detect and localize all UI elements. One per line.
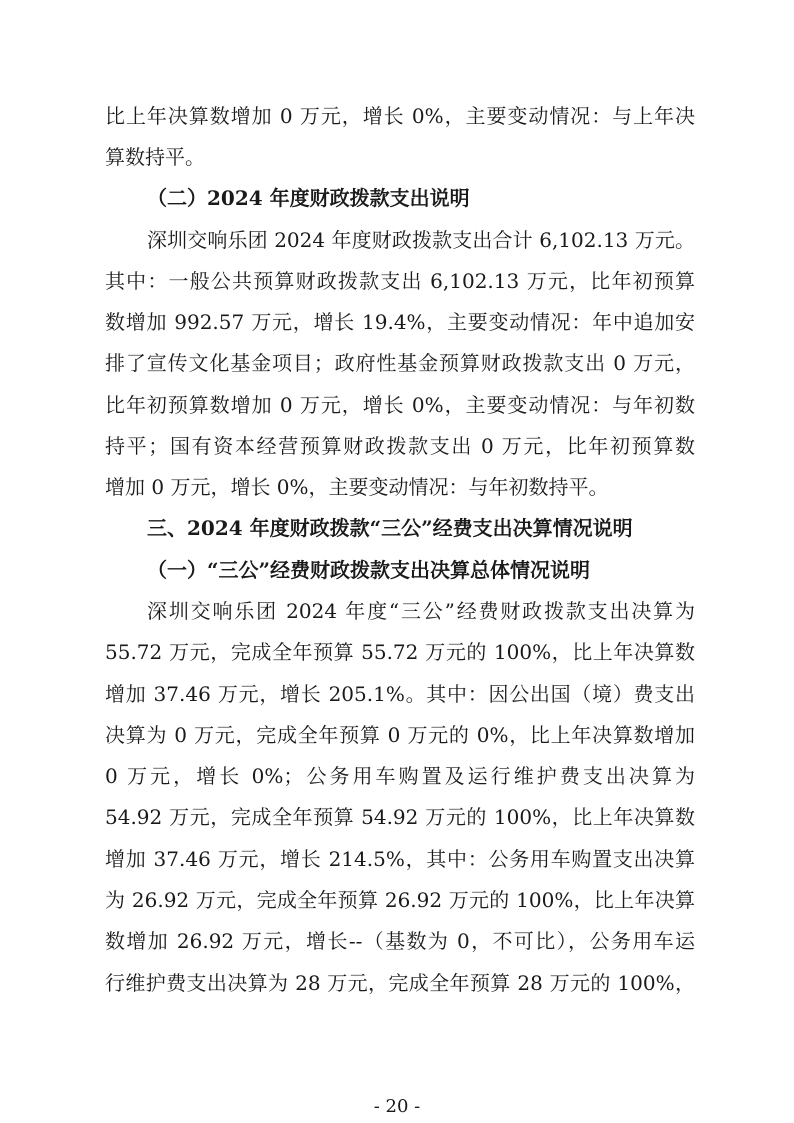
body-line: 增加 37.46 万元，增长 214.5%，其中：公务用车购置支出决算: [105, 847, 695, 871]
body-line: 其中：一般公共预算财政拨款支出 6,102.13 万元，比年初预算: [105, 269, 695, 293]
page-number: - 20 -: [373, 1096, 421, 1117]
body-line: 数增加 992.57 万元，增长 19.4%，主要变动情况：年中追加安: [105, 310, 695, 334]
body-line: 排了宣传文化基金项目；政府性基金预算财政拨款支出 0 万元，: [105, 351, 695, 375]
body-line: 比上年决算数增加 0 万元，增长 0%，主要变动情况：与上年决: [105, 104, 695, 128]
body-line: 增加 0 万元，增长 0%，主要变动情况：与年初数持平。: [105, 475, 609, 499]
body-line: 55.72 万元，完成全年预算 55.72 万元的 100%，比上年决算数: [105, 640, 695, 664]
body-line: 数增加 26.92 万元，增长--（基数为 0，不可比），公务用车运: [105, 929, 695, 953]
body-line: 比年初预算数增加 0 万元，增长 0%，主要变动情况：与年初数: [105, 393, 695, 417]
section-heading: （二）2024 年度财政拨款支出说明: [147, 186, 470, 210]
body-line: 深圳交响乐团 2024 年度“三公”经费财政拨款支出决算为: [147, 599, 695, 623]
body-line: 为 26.92 万元，完成全年预算 26.92 万元的 100%，比上年决算: [105, 888, 695, 912]
body-line: 决算为 0 万元，完成全年预算 0 万元的 0%，比上年决算数增加: [105, 723, 695, 747]
body-line: 持平；国有资本经营预算财政拨款支出 0 万元，比年初预算数: [105, 434, 695, 458]
body-line: 0 万元，增长 0%；公务用车购置及运行维护费支出决算为: [105, 764, 695, 788]
body-line: 54.92 万元，完成全年预算 54.92 万元的 100%，比上年决算数: [105, 805, 695, 829]
body-line: 深圳交响乐团 2024 年度财政拨款支出合计 6,102.13 万元。: [147, 228, 695, 252]
section-heading: （一）“三公”经费财政拨款支出决算总体情况说明: [147, 558, 591, 582]
body-line: 行维护费支出决算为 28 万元，完成全年预算 28 万元的 100%，: [105, 971, 695, 995]
body-line: 增加 37.46 万元，增长 205.1%。其中：因公出国（境）费支出: [105, 682, 695, 706]
chapter-heading: 三、2024 年度财政拨款“三公”经费支出决算情况说明: [147, 516, 633, 540]
body-line: 算数持平。: [105, 145, 205, 169]
